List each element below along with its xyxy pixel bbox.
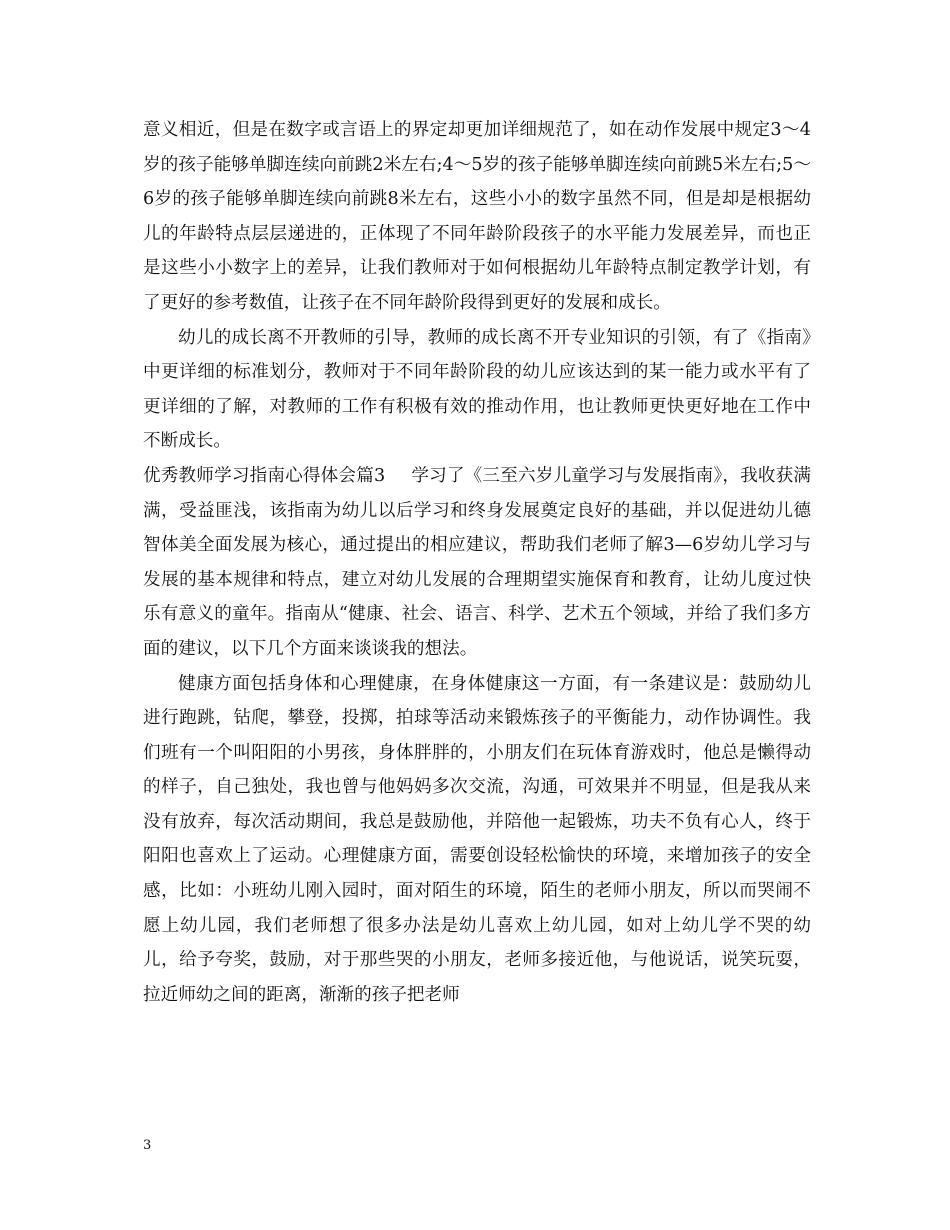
paragraph-health: 健康方面包括身体和心理健康，在身体健康这一方面，有一条建议是：鼓励幼儿进行跑跳，钻爬，攀登，投掷，拍球等活动来锻炼孩子的平衡能力，动作协调性。我们班有一个叫阳阳的小男孩，身体胖胖的，小朋友们在玩体育游戏时，他总是懒得动的样子，自己独处，我也曾与他妈妈多次交流，沟通，可效果并不明显，但是我从来没有放弃，每次活动期间，我总是鼓励他，并陪他一起锻炼，功夫不负有心人，终于阳阳也喜欢上了运动。心理健康方面，需要创设轻松愉快的环境，来增加孩子的安全感，比如：小班幼儿刚入园时，面对陌生的环境，陌生的老师小朋友，所以而哭闹不愿上幼儿园，我们老师想了很多办法是幼儿喜欢上幼儿园，如对上幼儿学不哭的幼儿，给予夸奖，鼓励，对于那些哭的小朋友，老师多接近他，与他说话，说笑玩耍，拉近师幼之间的距离，渐渐的孩子把老师 [143,673,811,1005]
page-number: 3 [143,1138,152,1153]
paragraph-teacher-growth: 幼儿的成长离不开教师的引导，教师的成长离不开专业知识的引领，有了《指南》中更详细的标准划分，教师对于不同年龄阶段的幼儿应该达到的某一能力或水平有了更详细的了解，对教师的工作有积极有效的推动作用，也让教师更快更好地在工作中不断成长。 [143,327,811,452]
section-intro-text: 学习了《三至六岁儿童学习与发展指南》，我收获满满，受益匪浅，该指南为幼儿以后学习和终身发展奠定良好的基础，并以促进幼儿德智体美全面发展为核心，通过提出的相应建议，帮助我们老师了解3—6岁幼儿学习与发展的基本规律和特点，建立对幼儿发展的合理期望实施保育和教育，让幼儿度过快乐有意义的童年。指南从“健康、社会、语言、科学、艺术五个领域，并给了我们多方面的建议，以下几个方面来谈谈我的想法。 [143,465,812,659]
section-title: 优秀教师学习指南心得体会篇3 [143,465,386,486]
document-body [143,113,811,1012]
section-paragraph-intro [143,459,811,667]
paragraph-continuation: 意义相近，但是在数字或言语上的界定却更加详细规范了，如在动作发展中规定3～4岁的孩子能够单脚连续向前跳2米左右;4～5岁的孩子能够单脚连续向前跳5米左右;5～6岁的孩子能够单脚连续向前跳8米左右，这些小小的数字虽然不同，但是却是根据幼儿的年龄特点层层递进的，正体现了不同年龄阶段孩子的水平能力发展差异，而也正是这些小小数字上的差异，让我们教师对于如何根据幼儿年龄特点制定教学计划，有了更好的参考数值，让孩子在不同年龄阶段得到更好的发展和成长。 [143,120,811,313]
